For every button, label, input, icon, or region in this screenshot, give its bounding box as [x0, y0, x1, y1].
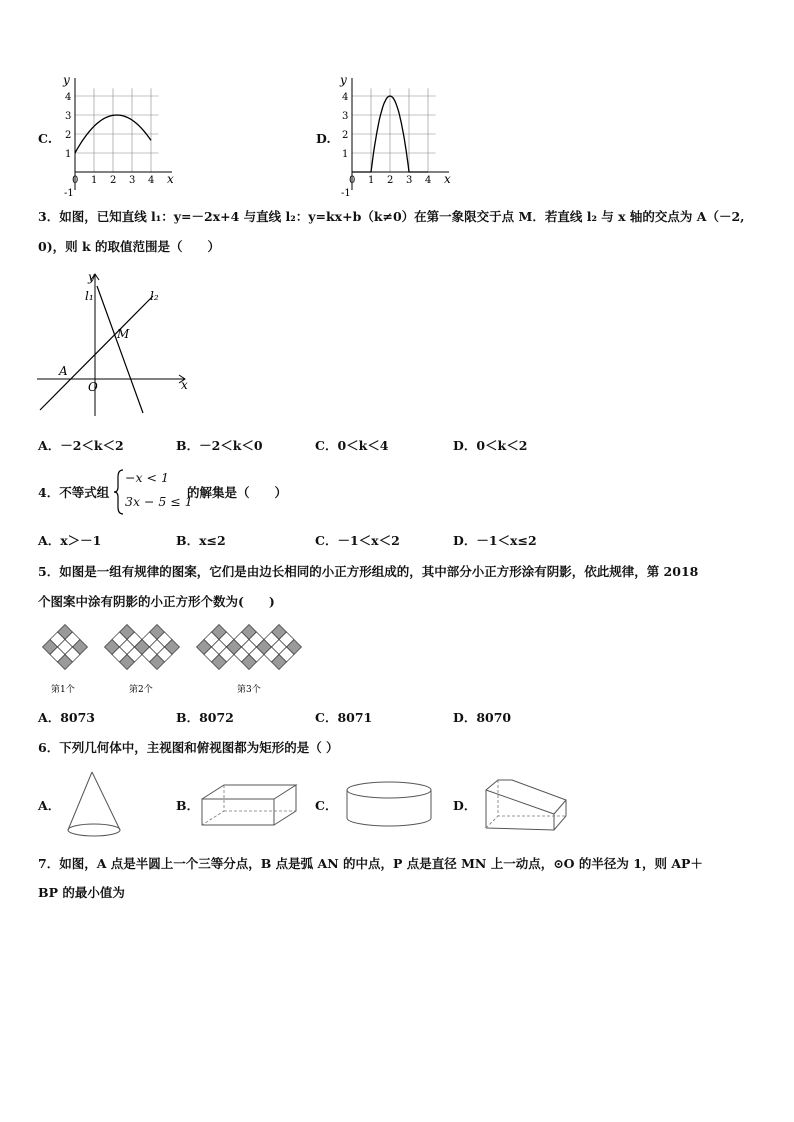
caption-1: 第1个: [51, 685, 75, 695]
y-label: y: [88, 270, 95, 284]
x-label: x: [181, 378, 188, 392]
y-tick-label: 1: [342, 149, 349, 160]
y-tick-label: 1: [65, 149, 72, 160]
q4-option-d[interactable]: D．－1＜x≤2: [453, 533, 537, 548]
caption-2: 第2个: [129, 685, 153, 695]
y-neg-tick: -1: [64, 188, 74, 199]
q4-suffix: 的解集是（ ）: [187, 485, 288, 500]
q4-row1: −x < 1: [125, 470, 169, 485]
y-tick-label: 2: [65, 130, 72, 141]
prism-figure: [478, 776, 570, 834]
y-tick-label: 2: [342, 130, 349, 141]
y-tick-label: 3: [342, 111, 349, 122]
q6-label-d[interactable]: D．: [453, 798, 477, 813]
q3-figure: [35, 268, 195, 418]
q4-option-a[interactable]: A．x＞－1: [38, 533, 102, 548]
q4-option-c[interactable]: C．－1＜x＜2: [315, 533, 400, 548]
x-tick-label: 0: [349, 175, 356, 186]
x-tick-label: 3: [406, 175, 413, 186]
y-axis-name: y: [340, 73, 347, 87]
x-tick-label: 2: [110, 175, 117, 186]
y-tick-label: 4: [65, 92, 72, 103]
x-tick-label: 4: [148, 175, 155, 186]
q6-label-b[interactable]: B．: [176, 798, 200, 813]
x-tick-label: 1: [91, 175, 98, 186]
x-axis-name: x: [167, 172, 174, 186]
x-tick-label: 4: [425, 175, 432, 186]
q5-patterns: [35, 622, 315, 700]
q5-option-a[interactable]: A．8073: [38, 710, 95, 725]
q3-line2: 0)，则 k 的取值范围是（ ）: [38, 239, 220, 254]
x-tick-label: 0: [72, 175, 79, 186]
y-tick-label: 3: [65, 111, 72, 122]
q4-row2: 3x − 5 ≤ 1: [125, 494, 193, 509]
o-label: O: [88, 380, 98, 394]
q4-prefix: 4．不等式组: [38, 485, 110, 500]
q3-line1: 3．如图，已知直线 l₁：y=－2x+4 与直线 l₂：y=kx+b（k≠0）在第一象限交于点 M．若直线 l₂ 与 x 轴的交点为 A（－2,: [38, 209, 745, 224]
q5-option-d[interactable]: D．8070: [453, 710, 512, 725]
y-axis-name: y: [63, 73, 70, 87]
y-neg-tick: -1: [341, 188, 351, 199]
x-tick-label: 3: [129, 175, 136, 186]
x-axis-name: x: [444, 172, 451, 186]
cone-figure: [62, 770, 126, 840]
l1-label: l₁: [85, 289, 94, 303]
q5-option-b[interactable]: B．8072: [176, 710, 234, 725]
caption-3: 第3个: [237, 685, 261, 695]
q5-line1: 5．如图是一组有规律的图案，它们是由边长相同的小正方形组成的，其中部分小正方形涂有阴影，依此规律，第 2018: [38, 564, 699, 579]
option-d-label: D.: [316, 131, 331, 146]
x-tick-label: 2: [387, 175, 394, 186]
q3-option-a[interactable]: A．－2＜k＜2: [38, 438, 124, 453]
q3-option-d[interactable]: D．0＜k＜2: [453, 438, 528, 453]
brace-icon: [113, 469, 125, 515]
graph-d: [337, 70, 457, 200]
x-tick-label: 1: [368, 175, 375, 186]
option-c-label: C.: [38, 131, 53, 146]
l2-label: l₂: [150, 289, 159, 303]
cuboid-figure: [198, 783, 302, 829]
q6-label-a[interactable]: A．: [38, 798, 61, 813]
m-label: M: [117, 327, 130, 341]
a-label: A: [59, 364, 68, 378]
q3-option-c[interactable]: C．0＜k＜4: [315, 438, 389, 453]
q6-line1: 6．下列几何体中，主视图和俯视图都为矩形的是（ ）: [38, 740, 339, 755]
q5-option-c[interactable]: C．8071: [315, 710, 373, 725]
y-tick-label: 4: [342, 92, 349, 103]
q5-line2: 个图案中涂有阴影的小正方形个数为( ): [38, 594, 275, 609]
q7-line1: 7．如图，A 点是半圆上一个三等分点，B 点是弧 AN 的中点，P 点是直径 MN 上一动点，⊙O 的半径为 1，则 AP＋: [38, 856, 703, 871]
cylinder-figure: [343, 780, 435, 830]
q7-line2: BP 的最小值为: [38, 885, 125, 900]
q6-label-c[interactable]: C．: [315, 798, 338, 813]
graph-c: [60, 70, 180, 200]
q4-option-b[interactable]: B．x≤2: [176, 533, 226, 548]
line-l1: [97, 286, 143, 413]
q3-option-b[interactable]: B．－2＜k＜0: [176, 438, 263, 453]
